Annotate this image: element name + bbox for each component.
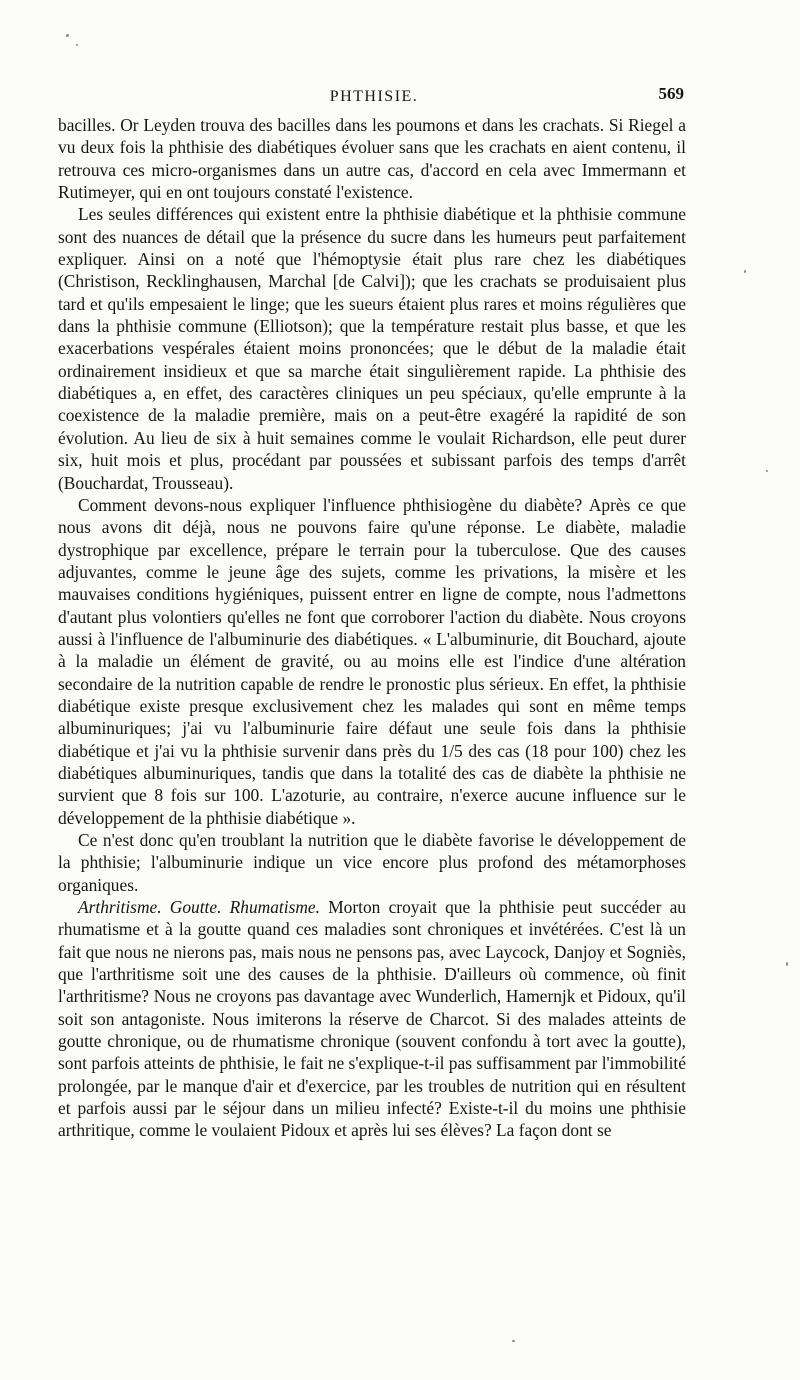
paragraph-arthritisme-text: Morton croyait que la phthisie peut succéder au rhumatisme et à la goutte quand ces maladies sont chroniques et invétérées. C'est là un fait que nous ne nierons pas, mais nous ne pensons pas, avec Laycock, Danjoy et Sogniès, que l'arthritisme soit une des causes de la phthisie. D'ailleurs où commence, où finit l'arthritisme? Nous ne croyons pas davantage avec Wunderlich, Hamernjk et Pidoux, qu'il soit son antagoniste. Nous imiterons la réserve de Charcot. Si des malades atteints de goutte chronique, ou de rhumatisme chronique (souvent confondu à tort avec la goutte), sont parfois atteints de phthisie, le fait ne s'explique-t-il pas suffisamment par l'immobilité prolongée, par le manque d'air et d'exercice, par les troubles de nutrition qui en résultent et parfois aussi par le séjour dans un milieu infecté? Existe-t-il du moins une phthisie arthritique, comme le voulaient Pidoux et après lui ses élèves? La façon dont se: [58, 897, 686, 1141]
paragraph-nutrition: Ce n'est donc qu'en troublant la nutrition que le diabète favorise le développement de la phthisie; l'albuminurie indique un vice encore plus profond des métamorphoses organiques.: [58, 830, 686, 895]
paragraph-differences: Les seules différences qui existent entre la phthisie diabétique et la phthisie commune sont des nuances de détail que la présence du sucre dans les humeurs peut parfaitement expliquer. Ainsi on a noté que l'hémoptysie était plus rare chez les diabétiques (Christison, Recklinghausen, Marchal [de Calvi]); que les crachats se produisaient plus tard et qu'ils empesaient le linge; que les sueurs étaient plus rares et moins régulières que dans la phthisie commune (Elliotson); que la température restait plus basse, et que les exacerbations vespérales étaient moins prononcées; que le début de la maladie était ordinairement insidieux et que sa marche était singulièrement rapide. La phthisie des diabétiques a, en effet, des caractères cliniques un peu spéciaux, qu'elle emprunte à la coexistence de la maladie première, mais on a peut-être exagéré la rapidité de son évolution. Au lieu de six à huit semaines comme le voulait Richardson, elle peut durer six, huit mois et plus, procédant par poussées et subissant parfois des temps d'arrêt (Bouchardat, Trousseau).: [58, 204, 686, 493]
paper-speck: [786, 962, 788, 966]
paragraph-diabetes-influence: Comment devons-nous expliquer l'influence phthisiogène du diabète? Après ce que nous avons dit déjà, nous ne pouvons faire qu'une réponse. Le diabète, maladie dystrophique par excellence, prépare le terrain pour la tuberculose. Que des causes adjuvantes, comme le jeune âge des sujets, comme les privations, la misère et les mauvaises conditions hygiéniques, puissent entrer en ligne de compte, nous l'admettons d'autant plus volontiers qu'elles ne font que corroborer l'action du diabète. Nous croyons aussi à l'influence de l'albuminurie des diabétiques. « L'albuminurie, dit Bouchard, ajoute à la maladie un élément de gravité, ou au moins elle est l'indice d'une altération secondaire de la nutrition capable de rendre le pronostic plus sérieux. En effet, la phthisie diabétique existe presque exclusivement chez les malades qui sont en même temps albuminuriques; j'ai vu l'albuminurie faire défaut une seule fois dans la phthisie diabétique et j'ai vu la phthisie survenir dans près du 1/5 des cas (18 pour 100) chez les diabétiques albuminuriques, tandis que dans la totalité des cas de diabète la phthisie ne survient que 8 fois sur 100. L'azoturie, au contraire, n'exerce aucune influence sur le développement de la phthisie diabétique ».: [58, 494, 686, 828]
paper-speck: [76, 44, 78, 46]
paper-speck: [744, 270, 746, 273]
section-lead-in: Arthritisme. Goutte. Rhumatisme.: [78, 897, 320, 918]
paper-speck: [66, 34, 69, 37]
paragraph-bacilli-continuation: bacilles. Or Leyden trouva des bacilles dans les poumons et dans les crachats. Si Riegel a vu deux fois la phthisie des diabétiques évoluer sans que les crachats en aient contenu, il retrouva ces micro-organismes dans un autre cas, d'accord en cela avec Immermann et Rutimeyer, qui en ont toujours constaté l'existence.: [58, 115, 686, 203]
paper-speck: [766, 470, 768, 472]
paper-speck: [512, 1340, 515, 1342]
paragraph-arthritisme: [58, 896, 686, 1142]
body-text: [58, 114, 686, 1142]
page-number: 569: [658, 84, 684, 103]
running-head: [60, 84, 688, 110]
running-title: PHTHISIE.: [329, 88, 419, 105]
